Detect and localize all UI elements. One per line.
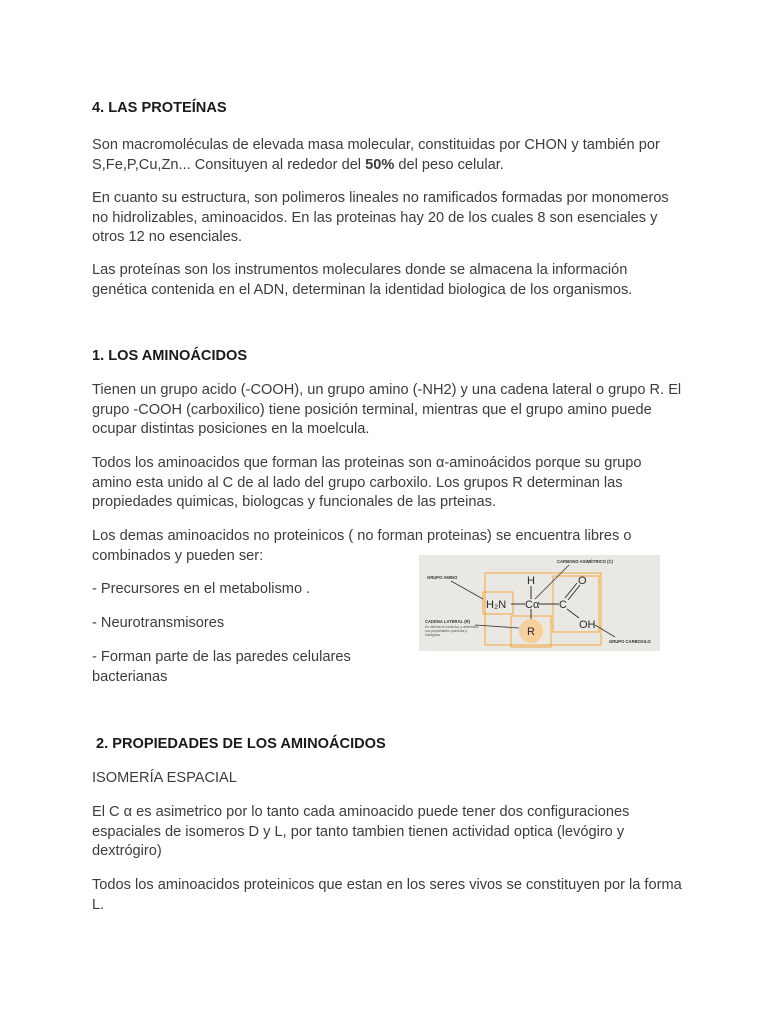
- arrow-cadena: [475, 625, 519, 628]
- label-cadena-desc-wrap: [425, 625, 481, 645]
- atom-c: C: [559, 599, 567, 611]
- arrow-carbono: [535, 565, 569, 599]
- paragraph-proteinas-composicion: [92, 136, 682, 175]
- atom-c-alpha: Cα: [525, 599, 540, 611]
- arrow-amino: [451, 581, 483, 599]
- list-item: - Forman parte de las paredes celulares bacterianas: [92, 649, 351, 685]
- list-item: - Precursores en el metabolismo .: [92, 581, 311, 597]
- label-cadena-lateral: CADENA LATERAL (R): [425, 619, 471, 624]
- atom-o: O: [578, 575, 587, 587]
- label-grupo-carboxilo: GRUPO CARBOXILO: [609, 639, 651, 644]
- paragraph-proteinas-funcion: Las proteínas son los instrumentos moleculares donde se almacena la información genética contenida en el ADN, determinan la identidad biologica de los organismos.: [92, 262, 633, 298]
- paragraph-aminoacidos-grupos: Tienen un grupo acido (-COOH), un grupo amino (-NH2) y una cadena lateral o grupo R. El grupo -COOH (carboxilico) tiene posición terminal, mientras que el grupo amino puede ocupar distintas posiciones en la moelcula.: [92, 382, 682, 437]
- percent-value: 50%: [365, 156, 395, 173]
- paragraph-forma-l: Todos los aminoacidos proteinicos que estan en los seres vivos se constituyen por la forma L.: [92, 877, 682, 913]
- list-item: - Neurotransmisores: [92, 615, 225, 631]
- paragraph-isomeria: El C α es asimetrico por lo tanto cada aminoacido puede tener dos configuraciones espaciales de isomeros D y L, por tanto tambien tienen actividad optica (levógiro y dextrógiro): [92, 804, 630, 859]
- atom-h: H: [527, 575, 535, 587]
- amino-acid-structure-diagram: [419, 555, 660, 651]
- paragraph-text: Son macromoléculas de elevada masa molecular, constituidas por CHON y también por S,Fe,P,Cu,Zn... Consituyen al rededor del: [92, 137, 660, 173]
- section-title-propiedades: 2. PROPIEDADES DE LOS AMINOÁCIDOS: [96, 736, 386, 752]
- paragraph-text: del peso celular.: [394, 156, 504, 173]
- atom-h2n: H₂N: [486, 599, 507, 611]
- section-title-aminoacidos: 1. LOS AMINOÁCIDOS: [92, 348, 248, 364]
- paragraph-alfa-aminoacidos: Todos los aminoacidos que forman las proteinas son α-aminoácidos porque su grupo amino esta unido al C de al lado del grupo carboxilo. Los grupos R determinan las propiedades quimicas, biologcas y funcionales de las prteinas.: [92, 455, 642, 510]
- subsection-title-isomeria: ISOMERÍA ESPACIAL: [92, 770, 237, 786]
- atom-oh: OH: [579, 619, 596, 631]
- label-grupo-amino: GRUPO AMINO: [427, 575, 458, 580]
- paragraph-proteinas-estructura: En cuanto su estructura, son polimeros lineales no ramificados formadas por monomeros no hidrolizables, aminoacidos. En las proteinas hay 20 de los cuales 8 son esenciales y otros 12 no esenciales.: [92, 190, 669, 245]
- label-carbono-asimetrico: CARBONO ASIMÉTRICO (C): [557, 559, 613, 564]
- atom-r: R: [527, 626, 535, 638]
- arrow-carboxilo: [595, 625, 615, 637]
- bond-c-oh: [567, 609, 579, 618]
- section-title-proteinas: 4. LAS PROTEÍNAS: [92, 100, 227, 116]
- label-cadena-desc: Es distinta en cada Aa, y determina sus propiedades químicas y biológicas: [425, 625, 479, 637]
- paragraph-no-proteinicos: Los demas aminoacidos no proteinicos ( no forman proteinas) se encuentra libres o combinados y pueden ser:: [92, 528, 632, 564]
- amino-acid-diagram-svg: [419, 555, 660, 651]
